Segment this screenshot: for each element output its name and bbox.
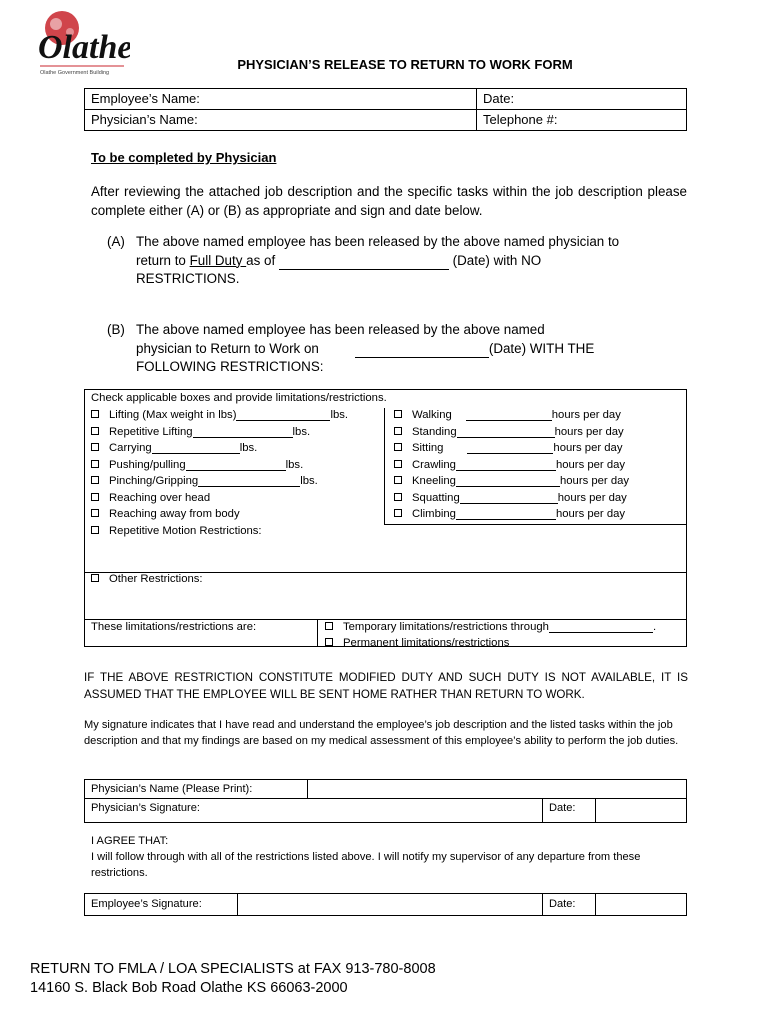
footer-fax-line: RETURN TO FMLA / LOA SPECIALISTS at FAX 913-780-8008 (30, 961, 436, 977)
restrictions-box (84, 389, 687, 647)
footer (30, 960, 436, 998)
restriction-crawling[interactable]: Crawling hours per day (394, 459, 625, 471)
checkbox[interactable] (91, 410, 99, 418)
svg-text:Olathe Government Building: Olathe Government Building (40, 70, 110, 76)
physician-name-print-label: Physician’s Name (Please Print): (85, 780, 308, 799)
option-a-text (136, 233, 696, 289)
restrictions-are-label: These limitations/restrictions are: (91, 621, 257, 633)
checkbox[interactable] (91, 460, 99, 468)
employee-info-table (84, 88, 687, 131)
physician-signature-label: Physician’s Signature: (85, 799, 543, 823)
employee-date-label: Date: (543, 894, 596, 916)
signature-statement: My signature indicates that I have read and understand the employee’s job description and the listed tasks within the job description and that my findings are based on my medical assessment of this employee’s ability to perform the job duties. (84, 719, 679, 747)
restriction-pushing-pulling[interactable]: Pushing/pulling lbs. (91, 459, 303, 471)
checkbox[interactable] (91, 476, 99, 484)
agreement-block (91, 833, 681, 881)
restriction-repetitive-lifting[interactable]: Repetitive Lifting lbs. (91, 426, 310, 438)
restriction-sitting[interactable]: Sitting hours per day (394, 442, 622, 454)
physician-date-label: Date: (543, 799, 596, 823)
employee-name-field[interactable]: Employee’s Name: (85, 89, 477, 110)
checkbox[interactable] (394, 410, 402, 418)
restriction-pinching-gripping[interactable]: Pinching/Gripping lbs. (91, 475, 318, 487)
restriction-climbing[interactable]: Climbing hours per day (394, 508, 625, 520)
checkbox[interactable] (325, 622, 333, 630)
checkbox[interactable] (91, 427, 99, 435)
option-b-date-blank[interactable] (355, 357, 489, 358)
restriction-repetitive-motion[interactable]: Repetitive Motion Restrictions: (91, 525, 262, 537)
checkbox[interactable] (91, 574, 99, 582)
restriction-permanent[interactable]: Permanent limitations/restrictions (325, 637, 509, 649)
restriction-other[interactable]: Other Restrictions: (91, 573, 203, 585)
restriction-kneeling[interactable]: Kneeling hours per day (394, 475, 629, 487)
checkbox[interactable] (91, 526, 99, 534)
intro-paragraph: After reviewing the attached job description and the specific tasks within the job description please complete either (A) or (B) as appropriate and sign and date below. (91, 184, 687, 218)
restriction-reaching-overhead[interactable]: Reaching over head (91, 492, 210, 504)
option-b-line2: physician to Return to Work on (Date) WITH THE (136, 340, 696, 359)
form-title: PHYSICIAN’S RELEASE TO RETURN TO WORK FORM (237, 57, 573, 72)
option-a-date-blank[interactable] (279, 269, 449, 270)
restriction-carrying[interactable]: Carrying lbs. (91, 442, 257, 454)
svg-text:Olathe: Olathe (38, 29, 130, 66)
agreement-heading: I AGREE THAT: (91, 835, 169, 847)
option-b-text (136, 321, 696, 377)
physician-name-print-field[interactable] (308, 780, 687, 799)
restriction-walking[interactable]: Walking hours per day (394, 409, 621, 421)
option-a-line1: The above named employee has been released by the above named physician to (136, 234, 620, 249)
option-a-line3: RESTRICTIONS. (136, 271, 240, 286)
footer-address-line: 14160 S. Black Bob Road Olathe KS 66063-2000 (30, 980, 348, 996)
physician-date-field[interactable] (596, 799, 687, 823)
employee-signature-table (84, 893, 687, 916)
restriction-temporary[interactable]: Temporary limitations/restrictions through . (325, 621, 656, 633)
restriction-standing[interactable]: Standing hours per day (394, 426, 624, 438)
physician-signature-table (84, 779, 687, 823)
checkbox[interactable] (325, 638, 333, 646)
checkbox[interactable] (91, 443, 99, 451)
employee-signature-label: Employee’s Signature: (85, 894, 238, 916)
restriction-lifting[interactable]: Lifting (Max weight in lbs) lbs. (91, 409, 348, 421)
full-duty-text: Full Duty (189, 252, 247, 268)
restrictions-instruction: Check applicable boxes and provide limitations/restrictions. (91, 392, 387, 404)
option-b-line3: FOLLOWING RESTRICTIONS: (136, 359, 324, 374)
checkbox[interactable] (91, 493, 99, 501)
agreement-text: I will follow through with all of the restrictions listed above. I will notify my supervisor of any departure from these restrictions. (91, 851, 641, 879)
restriction-squatting[interactable]: Squatting hours per day (394, 492, 627, 504)
checkbox[interactable] (394, 443, 402, 451)
physician-name-field[interactable]: Physician’s Name: (85, 110, 477, 131)
employee-signature-field[interactable] (238, 894, 543, 916)
restriction-reaching-away[interactable]: Reaching away from body (91, 508, 240, 520)
modified-duty-notice: IF THE ABOVE RESTRICTION CONSTITUTE MODIFIED DUTY AND SUCH DUTY IS NOT AVAILABLE, IT IS ASSUMED THAT THE EMPLOYEE WILL BE SENT HOME RATHER THAN RETURN TO WORK. (84, 671, 688, 701)
option-a-label: (A) (107, 234, 125, 249)
option-a-line2: return to Full Duty as of (Date) with NO (136, 252, 696, 271)
checkbox[interactable] (394, 427, 402, 435)
telephone-field[interactable]: Telephone #: (477, 110, 687, 131)
checkbox[interactable] (394, 509, 402, 517)
option-b-line1: The above named employee has been released by the above named (136, 322, 545, 337)
checkbox[interactable] (91, 509, 99, 517)
employee-date-field[interactable] (596, 894, 687, 916)
section-title: To be completed by Physician (91, 150, 277, 165)
checkbox[interactable] (394, 493, 402, 501)
checkbox[interactable] (394, 460, 402, 468)
date-field[interactable]: Date: (477, 89, 687, 110)
option-b-label: (B) (107, 322, 125, 337)
checkbox[interactable] (394, 476, 402, 484)
